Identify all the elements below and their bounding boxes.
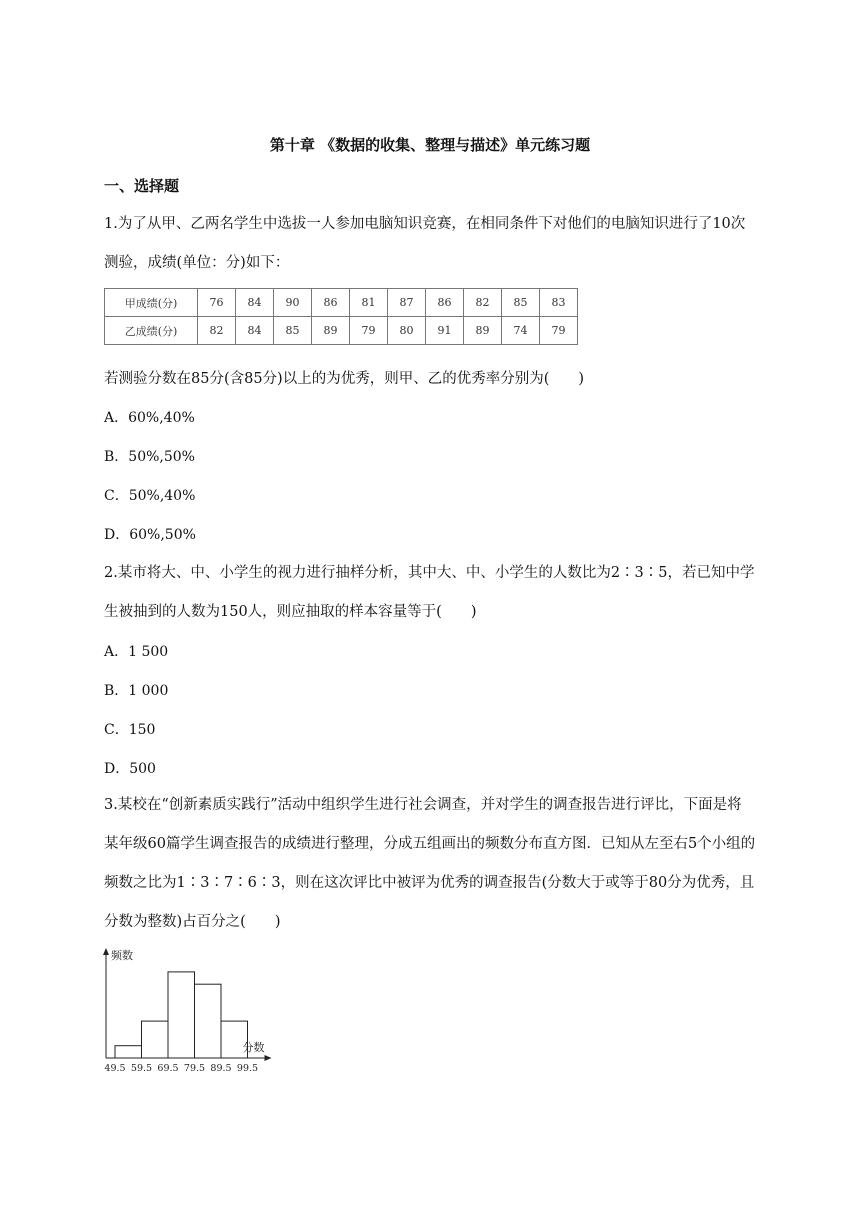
q1-option-d: D．60%,50% — [104, 527, 196, 543]
x-tick-label: 59.5 — [130, 1063, 153, 1074]
q1-option-c: C．50%,40% — [104, 488, 196, 504]
score-cell: 86 — [426, 289, 464, 317]
x-tick-label: 49.5 — [104, 1063, 126, 1074]
score-cell: 80 — [388, 317, 426, 345]
score-row-label: 甲成绩(分) — [105, 289, 198, 317]
score-cell: 90 — [274, 289, 312, 317]
q2-option-b: B．1 000 — [104, 683, 169, 699]
histogram-bar — [168, 972, 195, 1058]
score-cell: 85 — [274, 317, 312, 345]
score-cell: 83 — [540, 289, 578, 317]
q2-option-a: A．1 500 — [104, 644, 169, 660]
x-tick-label: 69.5 — [157, 1063, 179, 1074]
score-cell: 82 — [198, 317, 236, 345]
q1-option-b: B．50%,50% — [104, 449, 195, 465]
score-cell: 74 — [502, 317, 540, 345]
x-tick-label: 79.5 — [183, 1063, 206, 1074]
score-cell: 89 — [312, 317, 350, 345]
score-cell: 89 — [464, 317, 502, 345]
score-cell: 79 — [540, 317, 578, 345]
question-1-text: 1.为了从甲、乙两名学生中选拔一人参加电脑知识竞赛，在相同条件下对他们的电脑知识进行了10次测验，成绩(单位：分)如下： — [104, 216, 746, 271]
question-3-text: 3.某校在“创新素质实践行”活动中组织学生进行社会调查，并对学生的调查报告进行评比，下面是将某年级60篇学生调查报告的成绩进行整理，分成五组画出的频数分布直方图．已知从左至右5个小组的频数之比为1∶3∶7∶6∶3，则在这次评比中被评为优秀的调查报告(分数大于或等于80分为优秀，且分数为整数)占百分之( ) — [104, 797, 756, 930]
score-cell: 91 — [426, 317, 464, 345]
page-title: 第十章 《数据的收集、整理与描述》单元练习题 — [269, 136, 591, 154]
y-axis-arrow — [103, 948, 109, 955]
section-heading: 一、选择题 — [104, 177, 180, 195]
score-cell: 76 — [198, 289, 236, 317]
histogram-bar — [142, 1021, 169, 1058]
score-cell: 84 — [236, 289, 274, 317]
q2-option-d: D．500 — [104, 761, 156, 777]
score-cell: 82 — [464, 289, 502, 317]
x-axis-arrow — [265, 1055, 272, 1061]
score-row — [105, 289, 578, 317]
score-table — [104, 288, 578, 345]
question-1-prompt: 若测验分数在85分(含85分)以上的为优秀，则甲、乙的优秀率分别为( ) — [104, 371, 585, 387]
score-cell: 81 — [350, 289, 388, 317]
score-cell: 84 — [236, 317, 274, 345]
y-axis-label: 频数 — [111, 949, 133, 962]
q2-option-c: C．150 — [104, 722, 156, 738]
x-tick-label: 89.5 — [210, 1063, 232, 1074]
x-axis-label: 分数 — [242, 1041, 265, 1054]
histogram-bar — [115, 1046, 142, 1058]
score-row-label: 乙成绩(分) — [105, 317, 198, 345]
score-row — [105, 317, 578, 345]
frequency-histogram — [96, 944, 296, 1084]
score-cell: 87 — [388, 289, 426, 317]
question-2-text: 2.某市将大、中、小学生的视力进行抽样分析，其中大、中、小学生的人数比为2∶3∶5，若已知中学生被抽到的人数为150人，则应抽取的样本容量等于( ) — [104, 565, 755, 620]
q1-option-a: A．60%,40% — [104, 410, 195, 426]
histogram-bar — [195, 984, 222, 1058]
score-cell: 86 — [312, 289, 350, 317]
score-cell: 85 — [502, 289, 540, 317]
score-cell: 79 — [350, 317, 388, 345]
x-tick-label: 99.5 — [236, 1063, 259, 1074]
